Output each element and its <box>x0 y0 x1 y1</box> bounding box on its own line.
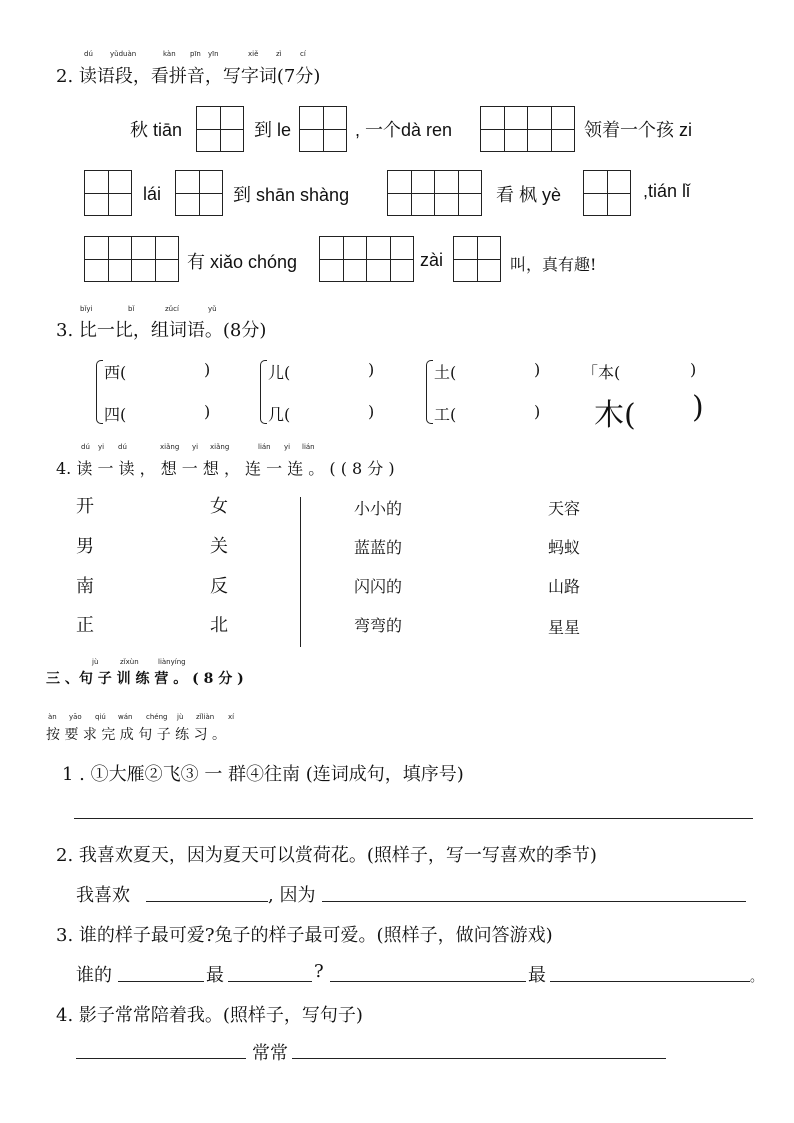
brace <box>426 360 433 424</box>
compare-char: 「本( <box>582 363 621 382</box>
compare-char: 西( <box>104 363 127 382</box>
q4-title: 4. 读 一 读 ， 想 一 想 ， 连 一 连 。 ( ( 8 分 ) <box>56 459 395 478</box>
s3-q2-prompt: 我喜欢 <box>76 885 130 906</box>
q2-text: 有 xiǎo chóng <box>187 252 298 272</box>
writing-grid[interactable] <box>387 170 482 216</box>
match-word[interactable]: 蓝蓝的 <box>354 538 403 557</box>
answer-line[interactable] <box>322 901 746 902</box>
match-word[interactable]: 弯弯的 <box>354 616 403 635</box>
q2-text: zài <box>420 250 444 270</box>
brace <box>260 360 267 424</box>
paren-close: ) <box>368 402 375 421</box>
s3-q2-prompt: , 因为 <box>268 885 316 906</box>
match-word[interactable]: 蚂蚁 <box>548 538 581 557</box>
answer-line[interactable] <box>550 981 750 982</box>
match-word[interactable]: 开 <box>76 496 94 517</box>
writing-grid[interactable] <box>453 236 501 282</box>
q3-title: 3. 比一比，组词语。(8分) <box>56 320 267 341</box>
s3-q3-prompt: ? <box>314 961 324 982</box>
writing-grid[interactable] <box>480 106 575 152</box>
q2-text: 到 shān shàng <box>233 185 350 205</box>
compare-char: 木( <box>594 398 636 433</box>
section3-title: 三 、句 子 训 练 营 。 ( 8 分 ) <box>46 671 244 687</box>
section3-instruction: 按 要 求 完 成 句 子 练 习 。 <box>46 727 227 743</box>
match-word[interactable]: 男 <box>76 536 94 557</box>
divider <box>300 497 301 647</box>
paren-close: ) <box>204 402 211 421</box>
compare-char: 四( <box>104 405 127 424</box>
writing-grid[interactable] <box>84 236 179 282</box>
writing-grid[interactable] <box>84 170 132 216</box>
answer-line[interactable] <box>228 981 312 982</box>
q2-text: , 一个dà ren <box>355 120 453 140</box>
match-word[interactable]: 天容 <box>548 499 581 518</box>
match-word[interactable]: 正 <box>76 615 94 636</box>
compare-char: 儿( <box>268 363 291 382</box>
q2-text: ,tián lǐ <box>643 181 691 201</box>
q2-title: 2. 读语段，看拼音，写字词(7分) <box>56 66 321 87</box>
q2-text: 秋 tiān <box>130 120 183 140</box>
compare-char: 土( <box>434 363 457 382</box>
match-word[interactable]: 小小的 <box>354 499 403 518</box>
paren-close: ) <box>534 360 541 379</box>
match-word[interactable]: 反 <box>210 576 228 597</box>
paren-close: ) <box>690 360 697 379</box>
q2-text: lái <box>143 184 162 204</box>
match-word[interactable]: 星星 <box>548 618 581 637</box>
s3-q2: 2. 我喜欢夏天，因为夏天可以赏荷花。(照样子，写一写喜欢的季节) <box>56 845 597 866</box>
compare-char: 几( <box>268 405 291 424</box>
paren-close: ) <box>534 402 541 421</box>
answer-line[interactable] <box>292 1058 666 1059</box>
s3-q3-period: 。 <box>750 970 764 985</box>
brace <box>96 360 103 424</box>
answer-line[interactable] <box>118 981 204 982</box>
writing-grid[interactable] <box>319 236 414 282</box>
answer-line[interactable] <box>76 1058 246 1059</box>
match-word[interactable]: 南 <box>76 576 94 597</box>
q2-text: 到 le <box>254 120 292 140</box>
s3-q4: 4. 影子常常陪着我。(照样子，写句子) <box>56 1005 363 1026</box>
s3-q3-prompt: 谁的 <box>76 965 112 986</box>
writing-grid[interactable] <box>583 170 631 216</box>
writing-grid[interactable] <box>299 106 347 152</box>
match-word[interactable]: 北 <box>210 615 228 636</box>
s3-q3-prompt: 最 <box>528 965 546 986</box>
match-word[interactable]: 山路 <box>548 577 581 596</box>
answer-line[interactable] <box>146 901 268 902</box>
s3-q1: 1 . ①大雁②飞③ 一 群④往南 (连词成句，填序号) <box>62 764 464 785</box>
paren-close: ) <box>204 360 211 379</box>
q2-text: 领着一个孩 zi <box>584 120 692 140</box>
match-word[interactable]: 闪闪的 <box>354 577 403 596</box>
match-word[interactable]: 关 <box>210 536 228 557</box>
paren-close: ) <box>692 390 704 425</box>
answer-line[interactable] <box>74 818 753 819</box>
s3-q3-prompt: 最 <box>206 965 224 986</box>
s3-q4-prompt: 常常 <box>252 1043 288 1064</box>
answer-line[interactable] <box>330 981 526 982</box>
q2-text: 看 枫 yè <box>496 185 562 205</box>
paren-close: ) <box>368 360 375 379</box>
s3-q3: 3. 谁的样子最可爱?兔子的样子最可爱。(照样子，做问答游戏) <box>56 925 553 946</box>
q2-text: 叫，真有趣! <box>510 255 597 274</box>
writing-grid[interactable] <box>175 170 223 216</box>
match-word[interactable]: 女 <box>210 496 228 517</box>
compare-char: 工( <box>434 405 457 424</box>
writing-grid[interactable] <box>196 106 244 152</box>
